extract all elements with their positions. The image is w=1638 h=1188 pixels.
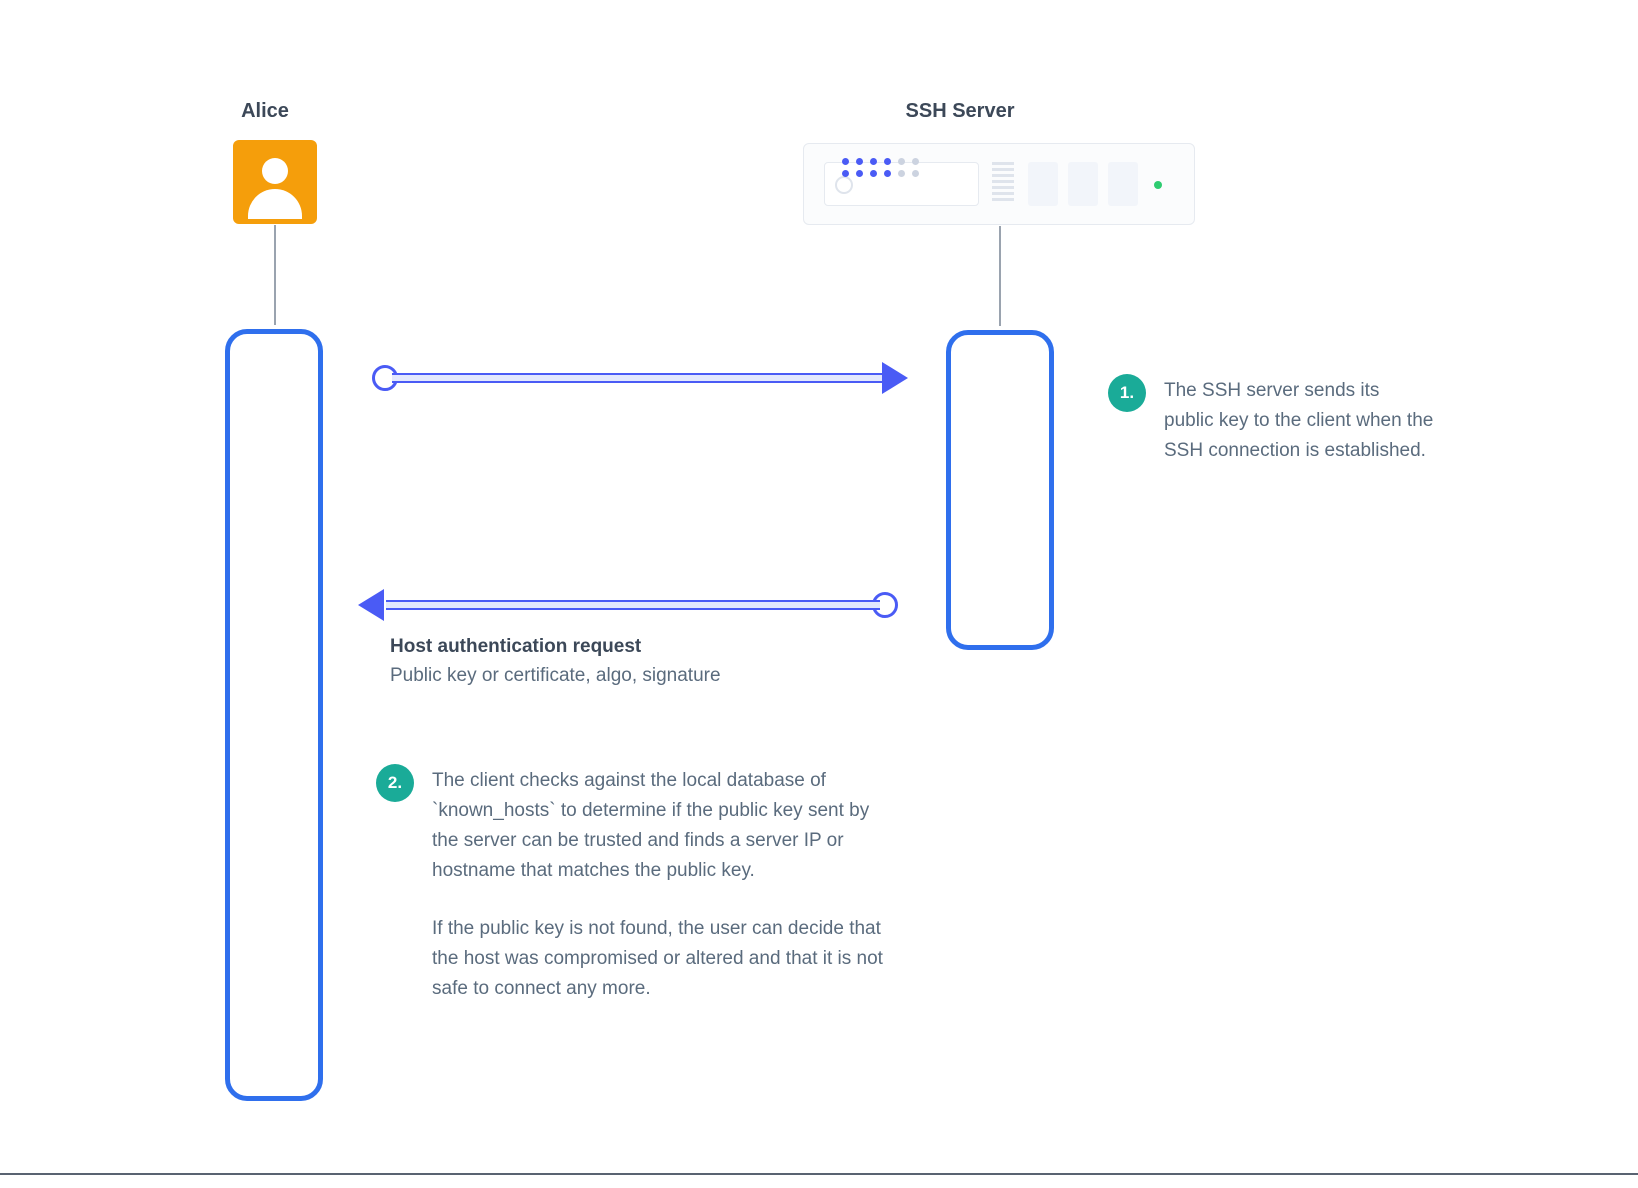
- note-1-badge: 1.: [1108, 374, 1146, 412]
- activation-bar-ssh-server: [946, 330, 1054, 650]
- server-indicator-dots: [842, 157, 942, 177]
- message-2-arrowhead-icon: [358, 589, 384, 621]
- user-avatar-icon: [233, 140, 317, 224]
- server-knob-icon: [835, 176, 853, 194]
- avatar-body-shape: [248, 189, 302, 219]
- note-1-paragraph-1: The SSH server sends its public key to the client when the SSH connection is established.: [1164, 380, 1434, 461]
- server-slot-3: [1108, 162, 1138, 206]
- note-1-body: [1164, 376, 1434, 466]
- note-2-badge: 2.: [376, 764, 414, 802]
- lifeline-ssh-server: [999, 226, 1001, 326]
- message-1-arrowhead-icon: [882, 362, 908, 394]
- actor-label-alice: Alice: [241, 100, 289, 122]
- lifeline-alice: [274, 225, 276, 325]
- note-2-body: [432, 766, 892, 1004]
- server-vent-lines: [992, 162, 1014, 206]
- bottom-divider: [0, 1173, 1638, 1175]
- message-2-title: Host authentication request: [390, 636, 642, 657]
- actor-label-ssh-server: SSH Server: [905, 100, 1015, 122]
- message-2-caption: [390, 632, 910, 690]
- message-2-subtitle: Public key or certificate, algo, signature: [390, 665, 721, 686]
- avatar-head-shape: [262, 158, 288, 184]
- activation-bar-alice: [225, 329, 323, 1101]
- server-slot-2: [1068, 162, 1098, 206]
- note-2-paragraph-1: The client checks against the local database of `known_hosts` to determine if the public key sent by the server can be trusted and finds a server IP or hostname that matches the public key.: [432, 770, 870, 881]
- message-2-line: [386, 600, 880, 610]
- message-1-line: [392, 373, 884, 383]
- server-rack-icon: [803, 143, 1195, 225]
- server-status-led-icon: [1154, 181, 1162, 189]
- note-2-paragraph-2: If the public key is not found, the user can decide that the host was compromised or altered and that it is not safe to connect any more.: [432, 918, 883, 999]
- server-slot-1: [1028, 162, 1058, 206]
